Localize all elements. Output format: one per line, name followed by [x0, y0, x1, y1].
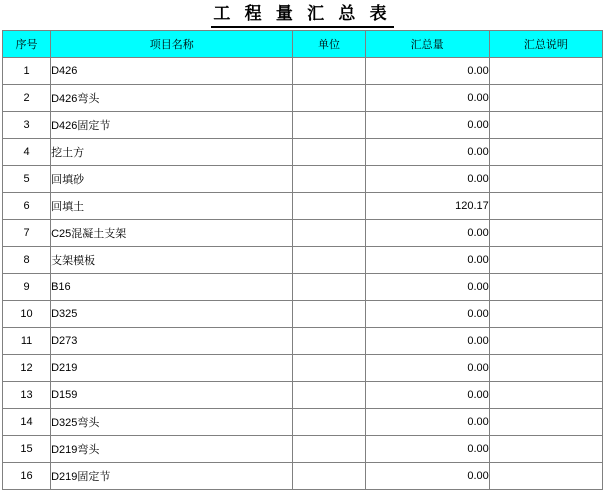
table-row — [3, 328, 603, 355]
table-row — [3, 382, 603, 409]
cell-note[interactable] — [489, 247, 602, 274]
cell-seq[interactable]: 14 — [3, 409, 51, 436]
cell-seq[interactable]: 7 — [3, 220, 51, 247]
cell-name[interactable]: D325弯头 — [51, 409, 293, 436]
table-row — [3, 112, 603, 139]
cell-unit[interactable] — [293, 220, 365, 247]
cell-note[interactable] — [489, 85, 602, 112]
cell-name[interactable]: D426 — [51, 58, 293, 85]
cell-unit[interactable] — [293, 274, 365, 301]
table-row — [3, 409, 603, 436]
cell-note[interactable] — [489, 166, 602, 193]
cell-note[interactable] — [489, 409, 602, 436]
cell-unit[interactable] — [293, 382, 365, 409]
cell-unit[interactable] — [293, 463, 365, 490]
table-row — [3, 436, 603, 463]
cell-seq[interactable]: 6 — [3, 193, 51, 220]
table-row — [3, 463, 603, 490]
cell-note[interactable] — [489, 355, 602, 382]
table-row — [3, 301, 603, 328]
cell-seq[interactable]: 5 — [3, 166, 51, 193]
table-row — [3, 139, 603, 166]
column-header-unit: 单位 — [293, 31, 365, 58]
cell-quantity[interactable]: 0.00 — [365, 274, 489, 301]
cell-quantity[interactable]: 120.17 — [365, 193, 489, 220]
cell-name[interactable]: D426固定节 — [51, 112, 293, 139]
cell-quantity[interactable]: 0.00 — [365, 409, 489, 436]
cell-quantity[interactable]: 0.00 — [365, 220, 489, 247]
cell-quantity[interactable]: 0.00 — [365, 139, 489, 166]
cell-name[interactable]: D219固定节 — [51, 463, 293, 490]
cell-name[interactable]: D426弯头 — [51, 85, 293, 112]
table-row — [3, 193, 603, 220]
cell-seq[interactable]: 3 — [3, 112, 51, 139]
table-row — [3, 166, 603, 193]
cell-note[interactable] — [489, 436, 602, 463]
cell-name[interactable]: 挖土方 — [51, 139, 293, 166]
cell-unit[interactable] — [293, 112, 365, 139]
cell-note[interactable] — [489, 463, 602, 490]
cell-unit[interactable] — [293, 409, 365, 436]
cell-seq[interactable]: 9 — [3, 274, 51, 301]
cell-name[interactable]: 回填砂 — [51, 166, 293, 193]
cell-quantity[interactable]: 0.00 — [365, 58, 489, 85]
cell-unit[interactable] — [293, 139, 365, 166]
column-header-note: 汇总说明 — [489, 31, 602, 58]
cell-name[interactable]: 支架模板 — [51, 247, 293, 274]
cell-unit[interactable] — [293, 193, 365, 220]
table-row — [3, 247, 603, 274]
cell-unit[interactable] — [293, 328, 365, 355]
cell-name[interactable]: D219 — [51, 355, 293, 382]
table-header — [3, 31, 603, 58]
table-row — [3, 355, 603, 382]
cell-note[interactable] — [489, 112, 602, 139]
table-body — [3, 58, 603, 490]
cell-quantity[interactable]: 0.00 — [365, 166, 489, 193]
cell-seq[interactable]: 16 — [3, 463, 51, 490]
cell-seq[interactable]: 12 — [3, 355, 51, 382]
column-header-seq: 序号 — [3, 31, 51, 58]
cell-name[interactable]: B16 — [51, 274, 293, 301]
cell-unit[interactable] — [293, 247, 365, 274]
cell-unit[interactable] — [293, 355, 365, 382]
cell-note[interactable] — [489, 220, 602, 247]
cell-unit[interactable] — [293, 58, 365, 85]
cell-name[interactable]: D159 — [51, 382, 293, 409]
cell-note[interactable] — [489, 139, 602, 166]
table-row — [3, 274, 603, 301]
cell-note[interactable] — [489, 301, 602, 328]
cell-quantity[interactable]: 0.00 — [365, 382, 489, 409]
cell-name[interactable]: D325 — [51, 301, 293, 328]
cell-seq[interactable]: 15 — [3, 436, 51, 463]
cell-seq[interactable]: 2 — [3, 85, 51, 112]
cell-seq[interactable]: 13 — [3, 382, 51, 409]
cell-name[interactable]: D219弯头 — [51, 436, 293, 463]
cell-quantity[interactable]: 0.00 — [365, 355, 489, 382]
cell-quantity[interactable]: 0.00 — [365, 247, 489, 274]
cell-quantity[interactable]: 0.00 — [365, 328, 489, 355]
cell-name[interactable]: D273 — [51, 328, 293, 355]
table-row — [3, 220, 603, 247]
cell-seq[interactable]: 11 — [3, 328, 51, 355]
cell-seq[interactable]: 4 — [3, 139, 51, 166]
cell-unit[interactable] — [293, 301, 365, 328]
column-header-name: 项目名称 — [51, 31, 293, 58]
cell-note[interactable] — [489, 328, 602, 355]
title-container — [0, 0, 605, 30]
cell-quantity[interactable]: 0.00 — [365, 112, 489, 139]
cell-note[interactable] — [489, 58, 602, 85]
cell-name[interactable]: C25混凝土支架 — [51, 220, 293, 247]
page-title: 工 程 量 汇 总 表 — [211, 4, 393, 28]
table-header-row — [3, 31, 603, 58]
cell-unit[interactable] — [293, 166, 365, 193]
cell-quantity[interactable]: 0.00 — [365, 463, 489, 490]
cell-unit[interactable] — [293, 436, 365, 463]
cell-quantity[interactable]: 0.00 — [365, 436, 489, 463]
cell-name[interactable]: 回填土 — [51, 193, 293, 220]
cell-note[interactable] — [489, 193, 602, 220]
cell-seq[interactable]: 10 — [3, 301, 51, 328]
cell-seq[interactable]: 8 — [3, 247, 51, 274]
table-row — [3, 85, 603, 112]
cell-quantity[interactable]: 0.00 — [365, 85, 489, 112]
cell-note[interactable] — [489, 382, 602, 409]
column-header-quantity: 汇总量 — [365, 31, 489, 58]
summary-table — [2, 30, 603, 490]
cell-quantity[interactable]: 0.00 — [365, 301, 489, 328]
cell-seq[interactable]: 1 — [3, 58, 51, 85]
table-row — [3, 58, 603, 85]
cell-note[interactable] — [489, 274, 602, 301]
cell-unit[interactable] — [293, 85, 365, 112]
